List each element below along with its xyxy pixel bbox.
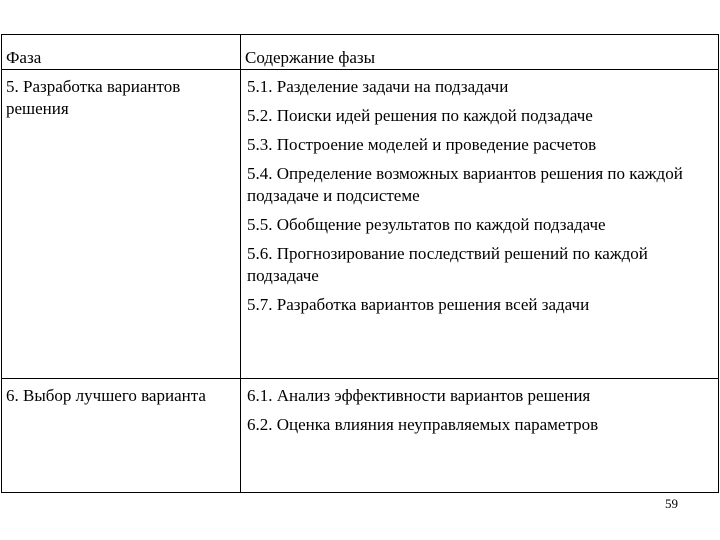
phase-cell [2,379,241,493]
header-phase-label: Фаза [6,48,42,67]
header-cell-content [241,35,719,70]
content-cell [241,70,719,379]
list-item: 6.1. Анализ эффективности вариантов решения [247,386,591,405]
list-item: 5.6. Прогнозирование последствий решений по каждой подзадаче [247,244,648,285]
phase-cell [2,70,241,379]
header-content-label: Содержание фазы [245,48,376,67]
phase-table [1,34,719,493]
list-item: 5.1. Разделение задачи на подзадачи [247,77,509,96]
content-list [241,70,718,316]
page-number: 59 [665,496,678,511]
list-item: 5.4. Определение возможных вариантов решения по каждой подзадаче и подсистеме [247,164,683,205]
table-row [2,379,719,493]
phase-name: 5. Разработка вариантов решения [6,77,181,118]
table-row [2,70,719,379]
content-cell [241,379,719,493]
table-header-row [2,35,719,70]
list-item: 5.3. Построение моделей и проведение расчетов [247,135,597,154]
header-cell-phase [2,35,241,70]
list-item: 5.7. Разработка вариантов решения всей задачи [247,295,590,314]
list-item: 5.2. Поиски идей решения по каждой подзадаче [247,106,593,125]
list-item: 5.5. Обобщение результатов по каждой подзадаче [247,215,606,234]
list-item: 6.2. Оценка влияния неуправляемых параметров [247,415,599,434]
content-list [241,379,718,436]
phase-name: 6. Выбор лучшего варианта [6,386,206,405]
